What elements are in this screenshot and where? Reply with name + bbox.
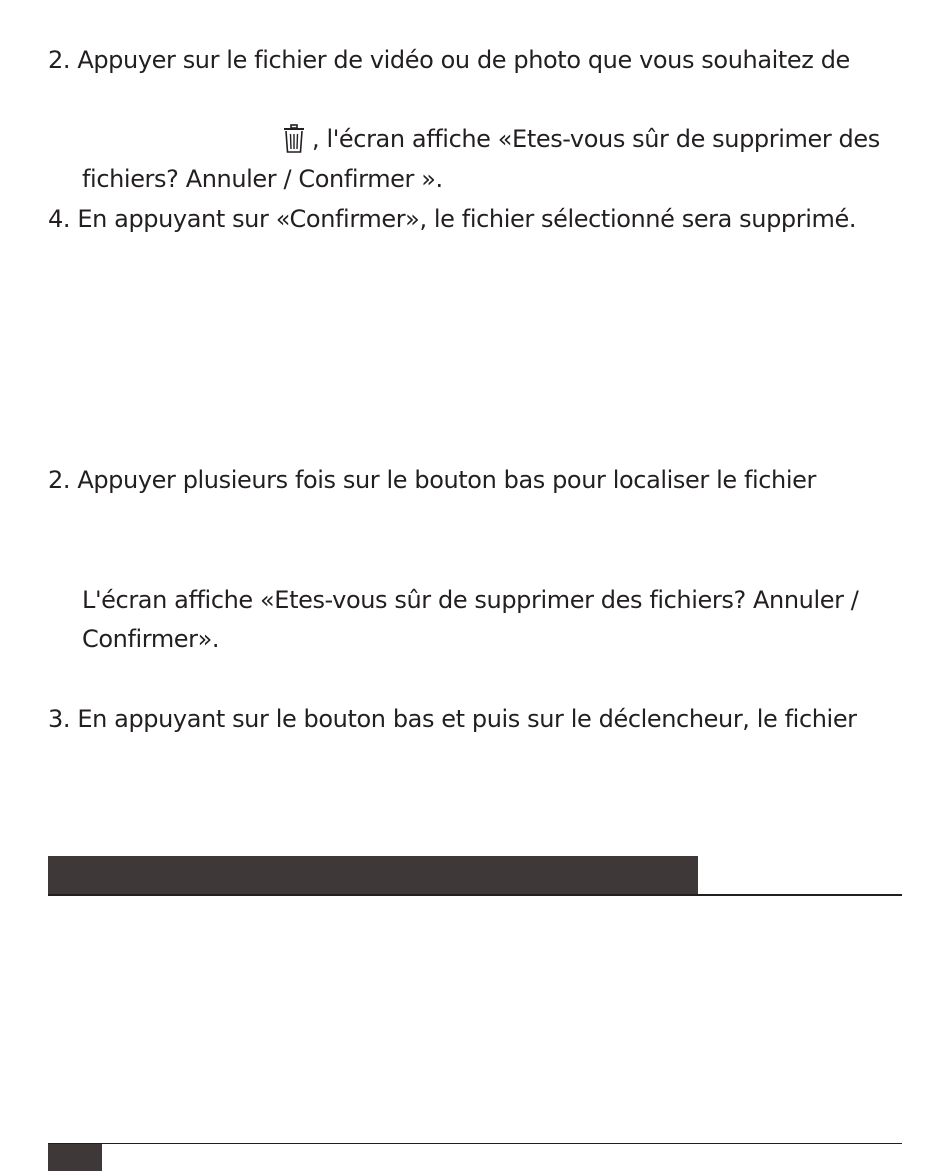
trash-icon (282, 124, 306, 154)
section2-confirm-text: L'écran affiche «Etes-vous sûr de supprimer des fichiers? Annuler / (82, 586, 859, 614)
section2-confirm-continuation: Confirmer». (82, 625, 220, 653)
section1-step4-text: 4. En appuyant sur «Confirmer», le fichier sélectionné sera supprimé. (48, 205, 857, 233)
footer-rule (48, 1143, 902, 1144)
section1-step2-text: 2. Appuyer sur le fichier de vidéo ou de photo que vous souhaitez de (48, 46, 850, 74)
page-number-tab (48, 1144, 102, 1171)
section2-step3-text: 3. En appuyant sur le bouton bas et puis sur le déclencheur, le fichier (48, 705, 857, 733)
section1-step3-text: , l'écran affiche «Etes-vous sûr de supprimer des (312, 125, 880, 153)
section2-step2-text: 2. Appuyer plusieurs fois sur le bouton bas pour localiser le fichier (48, 466, 816, 494)
section1-step3-continuation: fichiers? Annuler / Confirmer ». (82, 165, 443, 193)
section-header-rule (48, 894, 902, 896)
section-header-bar (48, 856, 698, 896)
